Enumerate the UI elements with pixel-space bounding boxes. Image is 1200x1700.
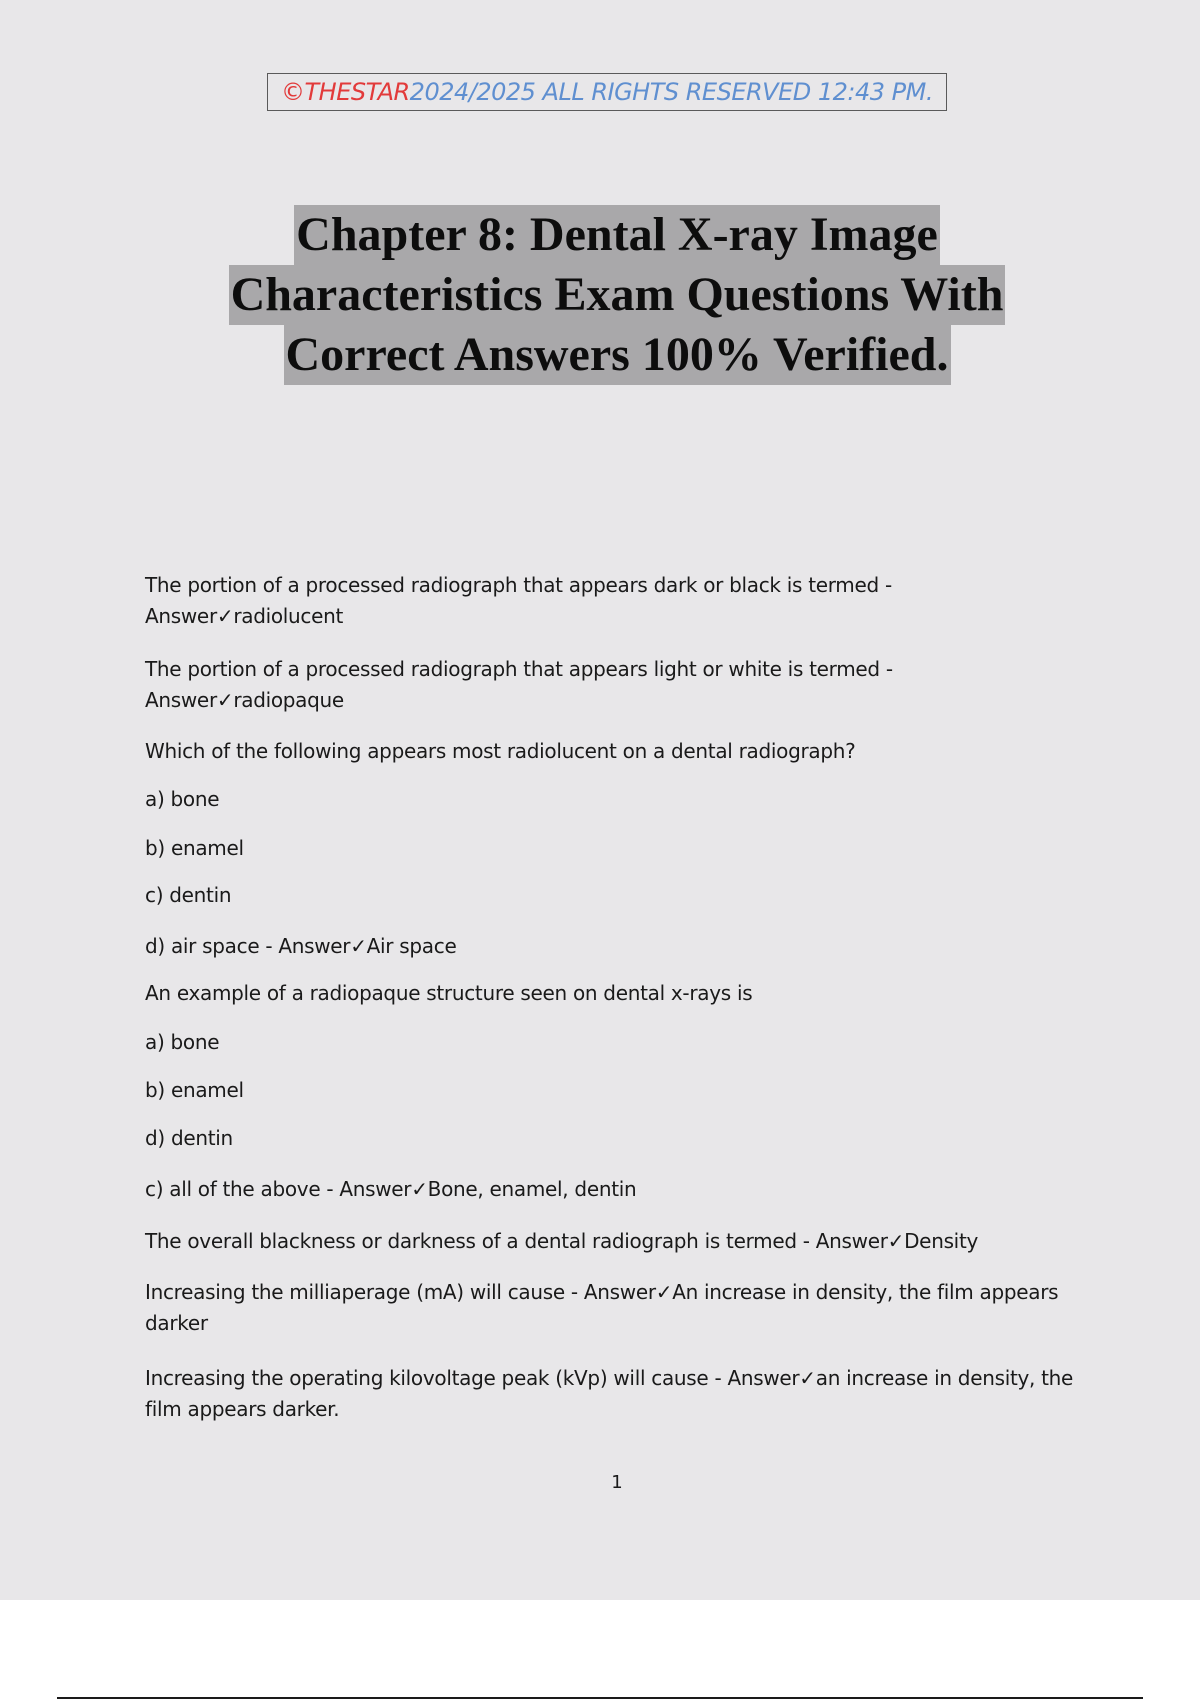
- title-line-2: Characteristics Exam Questions With: [229, 265, 1006, 325]
- question-paragraph: Which of the following appears most radiolucent on a dental radiograph?: [145, 739, 856, 763]
- question-paragraph: Increasing the milliaperage (mA) will cause - Answer✓An increase in density, the film appears darker: [145, 1280, 1059, 1335]
- document-title: [150, 205, 1084, 385]
- answer-option: a) bone: [145, 787, 220, 811]
- page-number: 1: [611, 1472, 623, 1493]
- answer-option: b) enamel: [145, 836, 244, 860]
- question-paragraph: Increasing the operating kilovoltage peak (kVp) will cause - Answer✓an increase in density, the film appears darker.: [145, 1366, 1074, 1421]
- question-paragraph: The portion of a processed radiograph that appears dark or black is termed - Answer✓radiolucent: [145, 573, 892, 628]
- answer-option: c) all of the above - Answer✓Bone, enamel, dentin: [145, 1177, 637, 1201]
- question-paragraph: An example of a radiopaque structure seen on dental x-rays is: [145, 981, 753, 1005]
- answer-option: d) air space - Answer✓Air space: [145, 934, 457, 958]
- answer-option: a) bone: [145, 1030, 220, 1054]
- banner-brand: ©THESTAR: [281, 78, 410, 106]
- title-line-3: Correct Answers 100% Verified.: [284, 325, 951, 385]
- answer-option: d) dentin: [145, 1126, 233, 1150]
- answer-option: b) enamel: [145, 1078, 244, 1102]
- answer-option: c) dentin: [145, 883, 232, 907]
- title-line-1: Chapter 8: Dental X-ray Image: [294, 205, 940, 265]
- copyright-banner: [267, 73, 947, 111]
- question-paragraph: The portion of a processed radiograph that appears light or white is termed - Answer✓radiopaque: [145, 657, 893, 712]
- footer-divider: [57, 1697, 1143, 1699]
- question-paragraph: The overall blackness or darkness of a dental radiograph is termed - Answer✓Density: [145, 1229, 979, 1253]
- banner-rights-text: 2024/2025 ALL RIGHTS RESERVED 12:43 PM.: [409, 78, 933, 106]
